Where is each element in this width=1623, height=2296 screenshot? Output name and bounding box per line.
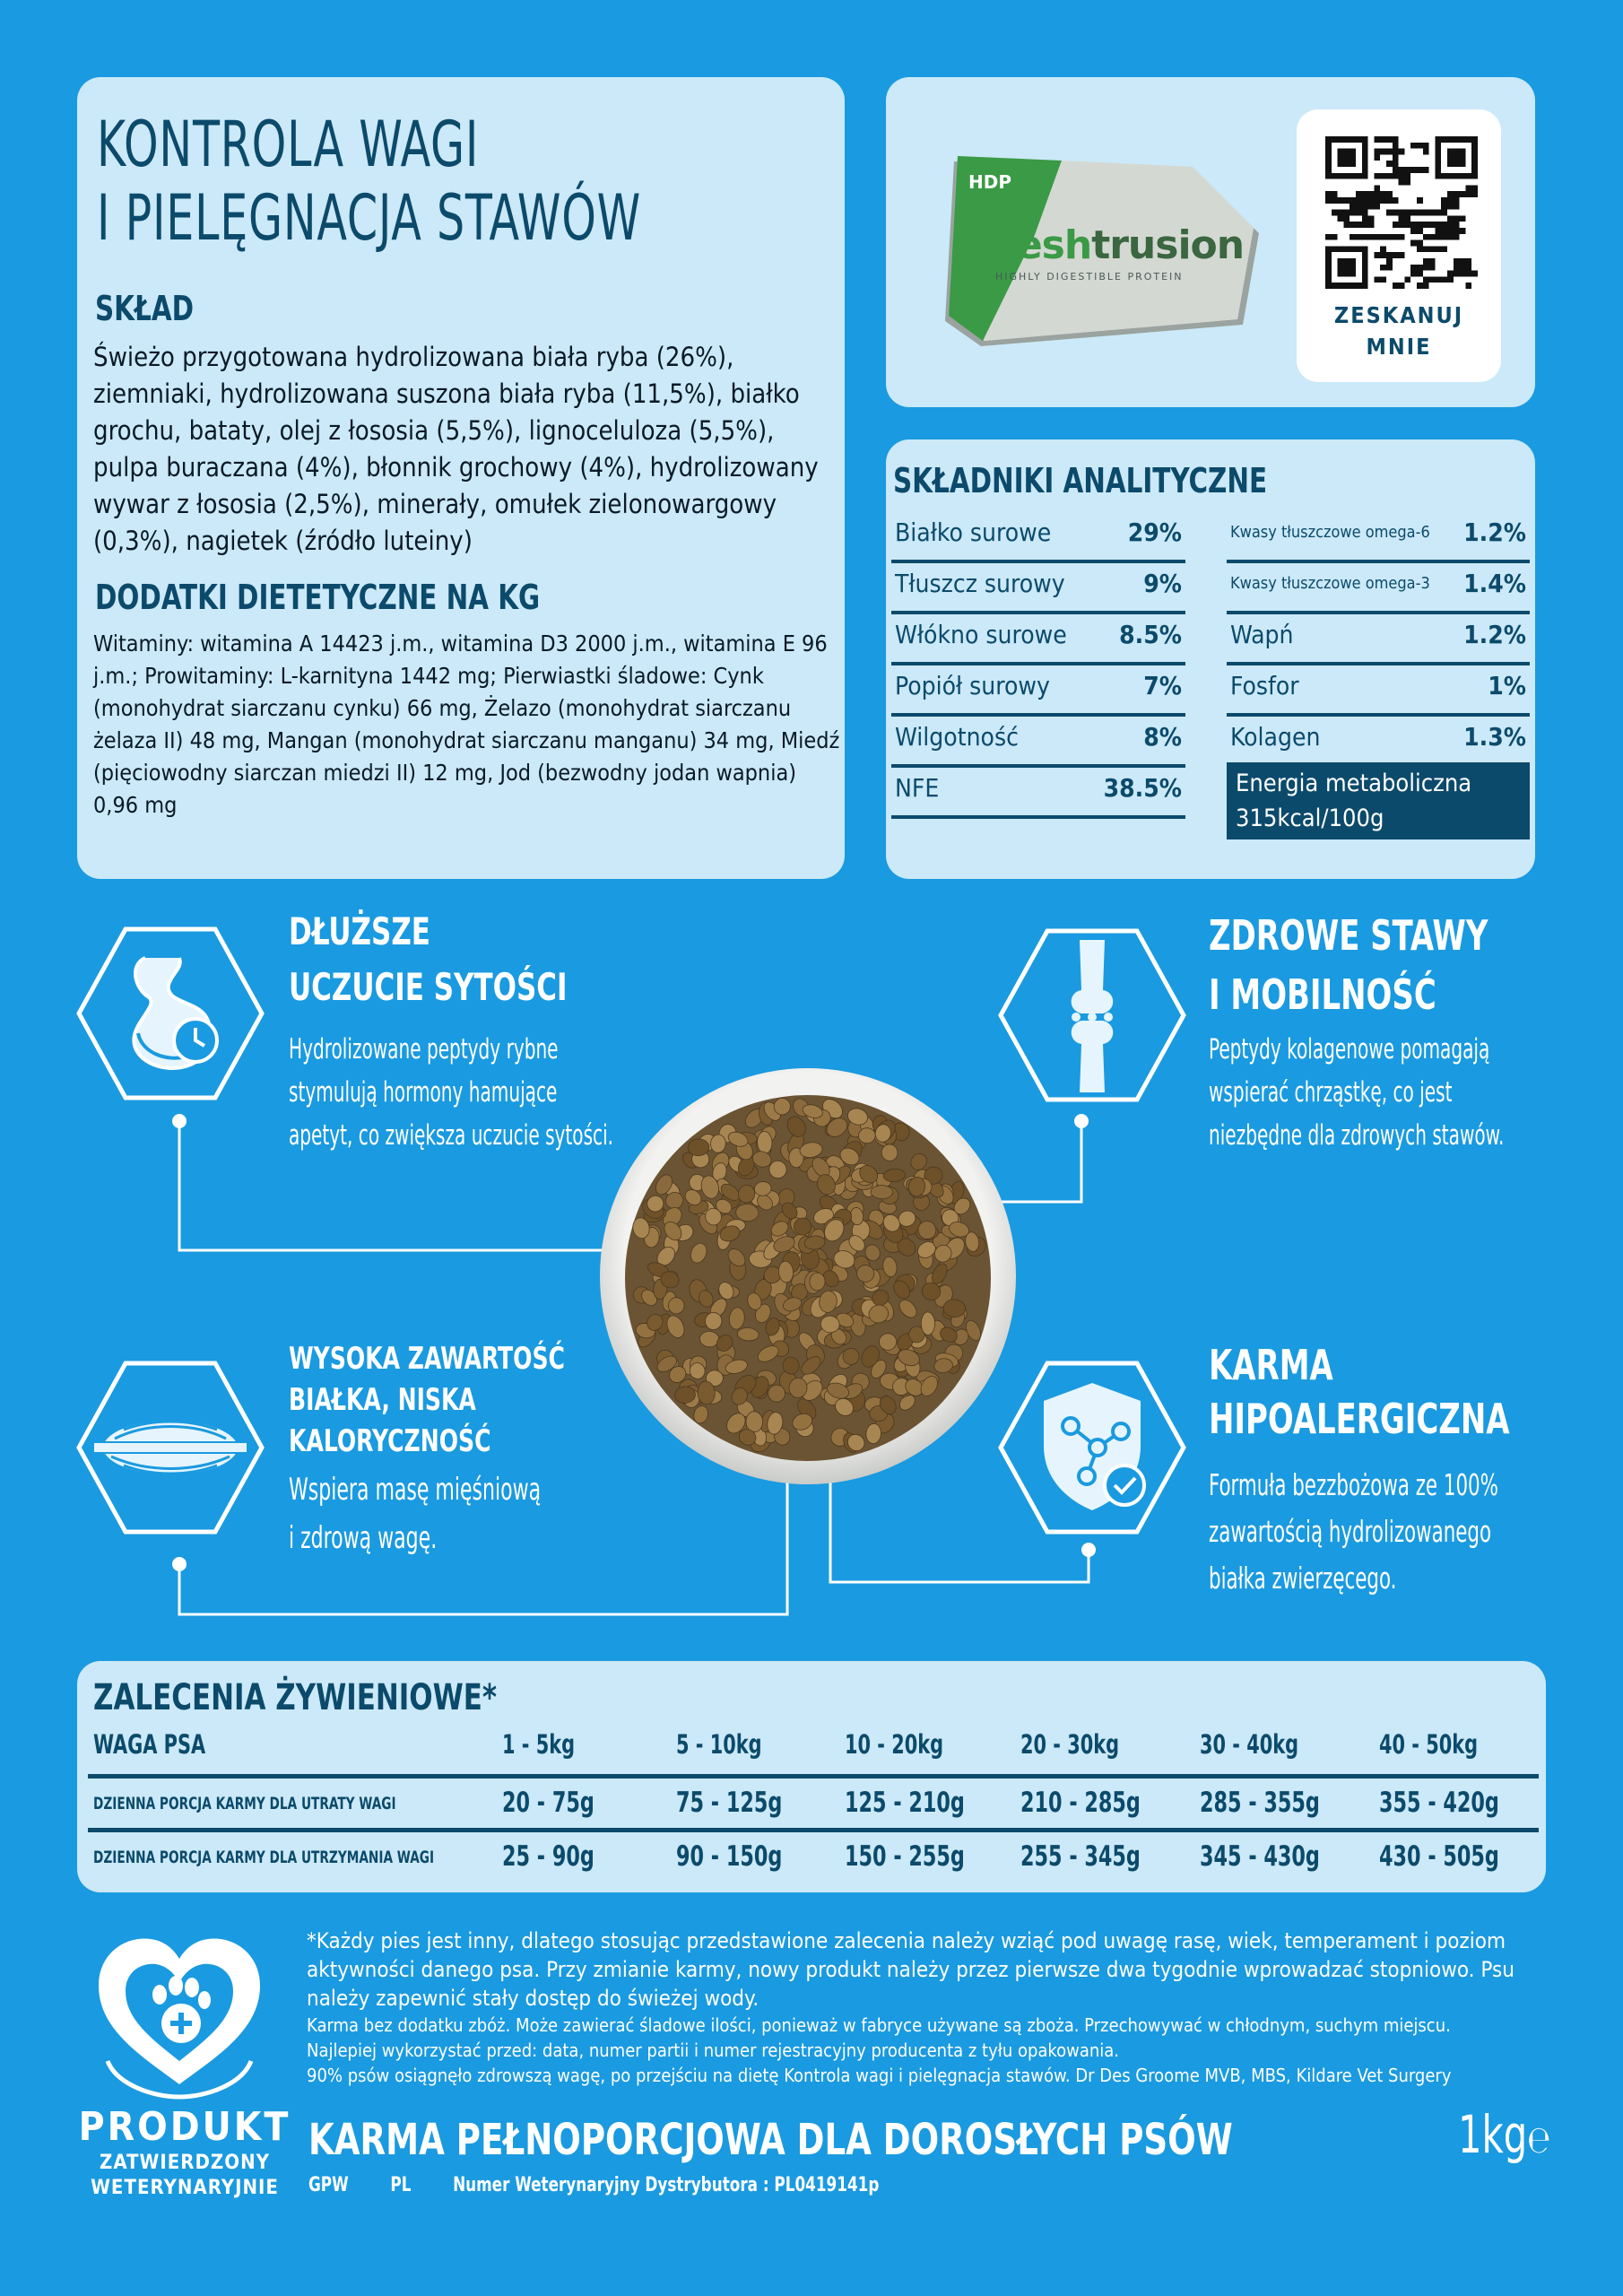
energy-label: Energia metaboliczna	[1236, 770, 1472, 797]
brand-fresh: fresh	[981, 222, 1092, 268]
feature4-title: KARMA HIPOALERGICZNA	[1209, 1341, 1510, 1443]
muscle-icon	[75, 1360, 265, 1535]
analytical-label: Białko surowe	[895, 517, 1052, 547]
feature1-body: Hydrolizowane peptydy rybne stymulują hormony hamujące apetyt, co zwiększa uczucie sytości.	[289, 1033, 614, 1152]
qr-label: ZESKANUJ MNIE	[1333, 302, 1464, 360]
kibble-piece	[810, 1273, 826, 1291]
analytical-row	[1227, 714, 1530, 768]
analytical-value: 8%	[1143, 722, 1182, 752]
analytical-value: 7%	[1143, 671, 1182, 700]
feature3-title: WYSOKA ZAWARTOŚĆ BIAŁKA, NISKA KALORYCZNOŚĆ	[289, 1341, 565, 1459]
portion-maintain: 255 - 345g	[1020, 1840, 1141, 1873]
badge-panel	[886, 77, 1535, 407]
analytical-row	[1227, 561, 1530, 614]
analytical-label: Kolagen	[1230, 722, 1321, 752]
energy-value: 315kcal/100g	[1236, 804, 1384, 832]
sklad-text: Świeżo przygotowana hydrolizowana biała ryba (26%), ziemniaki, hydrolizowana suszona biała ryba (11,5%), białko grochu, bataty, olej z łososia (5,5%), lignoceluloza (5,5%), pulpa buraczana (4%), błonnik grochowy (4%), hydrolizowany wywar z łososia (2,5%), minerały, omułek zielonowargowy (0,3%), nagietek (źródło luteiny)	[93, 342, 819, 556]
portion-loss: 20 - 75g	[502, 1787, 595, 1819]
brand-sub: HIGHLY DIGESTIBLE PROTEIN	[995, 271, 1184, 283]
analytical-row	[891, 612, 1185, 665]
vet-approved-icon	[90, 1926, 269, 2102]
hdp-text: HDP	[968, 171, 1011, 193]
svg-text:freshtrusion	[981, 222, 1244, 268]
estimate-mark: ℮	[1527, 2118, 1551, 2161]
kibble-piece	[668, 1298, 684, 1315]
analytical-label: Tłuszcz surowy	[895, 569, 1065, 598]
analytical-value: 29%	[1127, 517, 1182, 547]
vet-number: Numer Weterynaryjny Dystrybutora : PL0419141p	[453, 2174, 880, 2196]
shield-molecule-icon	[997, 1360, 1187, 1535]
feeding-divider	[88, 1828, 1539, 1832]
analytical-row	[891, 663, 1185, 717]
feeding-row1-label: DZIENNA PORCJA KARMY DLA UTRATY WAGI	[93, 1794, 396, 1813]
portion-loss: 75 - 125g	[676, 1787, 783, 1819]
product-type-title: KARMA PEŁNOPORCJOWA DLA DOROSŁYCH PSÓW	[308, 2115, 1233, 2165]
weight-range: 10 - 20kg	[845, 1729, 944, 1760]
analytical-row	[891, 561, 1185, 614]
portion-maintain: 150 - 255g	[845, 1840, 965, 1873]
analytical-row	[891, 509, 1185, 563]
kibble-piece	[871, 1185, 893, 1198]
feeding-row2-label: DZIENNA PORCJA KARMY DLA UTRZYMANIA WAGI	[93, 1848, 435, 1867]
footer-notes	[307, 1926, 1562, 2088]
analytical-heading: SKŁADNIKI ANALITYCZNE	[893, 461, 1268, 500]
dodatki-heading: DODATKI DIETETYCZNE NA KG	[95, 578, 541, 617]
analytical-value: 9%	[1143, 569, 1182, 598]
study-note: 90% psów osiągnęło zdrowszą wagę, po przejściu na dietę Kontrola wagi i pielęgnacja stawów. Dr Des Groome MVB, MBS, Kildare Vet Surgery	[307, 2065, 1452, 2086]
dodatki-text: Witaminy: witamina A 14423 j.m., witamina D3 2000 j.m., witamina E 96 j.m.; Prowitaminy: L-karnityna 1442 mg; Pierwiastki śladowe: Cynk (monohydrat siarczanu cynku) 66 mg, Żelazo (monohydrat siarczanu żelaza II) 48 mg, Mangan (monohydrat siarczanu manganu) 34 mg, Miedź (pięciowodny siarczan miedzi II) 12 mg, Jod (bezwodny jodan wapnia) 0,96 mg	[93, 631, 840, 818]
pl-label: PL	[390, 2174, 412, 2196]
analytical-value: 1.4%	[1463, 569, 1526, 598]
analytical-value: 1.2%	[1463, 620, 1526, 649]
analytical-row	[1227, 612, 1530, 665]
sklad-heading: SKŁAD	[95, 289, 195, 328]
feature2-title: ZDROWE STAWY I MOBILNOŚĆ	[1209, 911, 1488, 1019]
analytical-label: NFE	[895, 773, 940, 803]
feature1-title: DŁUŻSZE UCZUCIE SYTOŚCI	[289, 909, 568, 1009]
portion-loss: 355 - 420g	[1379, 1787, 1499, 1819]
vet-approved-text: PRODUKT ZATWIERDZONY WETERYNARYJNIE	[78, 2104, 291, 2199]
analytical-row	[891, 714, 1185, 768]
portion-loss: 285 - 355g	[1200, 1787, 1320, 1819]
kibble-piece	[921, 1312, 935, 1335]
feeding-note: *Każdy pies jest inny, dlatego stosując przedstawione zalecenia należy wziąć pod uwagę rasę, wiek, temperament i poziom aktywności danego psa. Przy zmianie karmy, nowy produkt należy przez pierwsze dwa tygodnie wprowadzać stopniowo. Psu należy zapewnić stały dostęp do świeżej wody.	[307, 1928, 1515, 2011]
weight-range: 40 - 50kg	[1379, 1729, 1479, 1760]
analytical-row	[1227, 509, 1530, 563]
analytical-value: 1%	[1488, 671, 1526, 700]
distributor-row	[308, 2174, 1452, 2196]
product-title: KONTROLA WAGI I PIELĘGNACJA STAWÓW	[97, 108, 642, 255]
feature3-body: Wspiera masę mięśniową i zdrową wagę.	[289, 1472, 542, 1556]
feeding-heading: ZALECENIA ŻYWIENIOWE*	[93, 1677, 498, 1718]
analytical-row	[1227, 663, 1530, 717]
analytical-label: Popiół surowy	[895, 671, 1050, 700]
composition-panel	[77, 77, 845, 879]
qr-code-icon[interactable]	[1325, 136, 1478, 289]
analytical-value: 1.3%	[1463, 722, 1526, 752]
weight-range: 1 - 5kg	[502, 1729, 576, 1760]
weight-range: 5 - 10kg	[676, 1729, 762, 1760]
analytical-value: 8.5%	[1119, 620, 1182, 649]
weight-range: 20 - 30kg	[1020, 1729, 1120, 1760]
feature4-body: Formuła bezzbożowa ze 100% zawartością hydrolizowanego białka zwierzęcego.	[1209, 1467, 1498, 1596]
analytical-panel	[886, 439, 1535, 879]
portion-maintain: 345 - 430g	[1200, 1840, 1320, 1873]
portion-loss: 210 - 285g	[1020, 1787, 1141, 1819]
qr-card[interactable]	[1297, 109, 1501, 382]
weight-range: 30 - 40kg	[1200, 1729, 1299, 1760]
portion-maintain: 25 - 90g	[502, 1840, 595, 1873]
brand-trusion: trusion	[1091, 222, 1245, 268]
feeding-divider	[88, 1774, 1539, 1779]
portion-loss: 125 - 210g	[845, 1787, 965, 1819]
stomach-clock-icon	[75, 926, 265, 1101]
energy-box	[1227, 762, 1530, 839]
best-before-note: Najlepiej wykorzystać przed: data, numer partii i numer rejestracyjny producenta z tyłu opakowania.	[307, 2039, 1119, 2061]
analytical-label: Włókno surowe	[895, 620, 1067, 649]
portion-maintain: 90 - 150g	[676, 1840, 783, 1873]
analytical-label: Kwasy tłuszczowe omega-6	[1230, 523, 1430, 542]
analytical-label: Wilgotność	[895, 722, 1019, 752]
analytical-value: 38.5%	[1103, 773, 1182, 803]
portion-maintain: 430 - 505g	[1379, 1840, 1499, 1873]
joint-icon	[997, 927, 1187, 1103]
freshtrusion-logo	[927, 145, 1268, 352]
food-bowl-image	[597, 1065, 1019, 1487]
feeding-col-header: WAGA PSA	[93, 1729, 206, 1760]
analytical-row	[891, 765, 1185, 819]
analytical-label: Kwasy tłuszczowe omega-3	[1230, 574, 1430, 593]
analytical-label: Wapń	[1230, 620, 1294, 649]
analytical-value: 1.2%	[1463, 517, 1526, 547]
analytical-label: Fosfor	[1230, 671, 1299, 700]
gpw-label: GPW	[308, 2174, 349, 2196]
kibble-piece	[879, 1333, 897, 1350]
feature2-body: Peptydy kolagenowe pomagają wspierać chrząstkę, co jest niezbędne dla zdrowych stawów.	[1209, 1033, 1505, 1152]
net-weight: 1kg℮	[1458, 2104, 1551, 2165]
grain-note: Karma bez dodatku zbóż. Może zawierać śladowe ilości, ponieważ w fabryce używane są zboża. Przechowywać w chłodnym, suchym miejscu.	[307, 2014, 1451, 2036]
feeding-panel	[77, 1661, 1546, 1892]
